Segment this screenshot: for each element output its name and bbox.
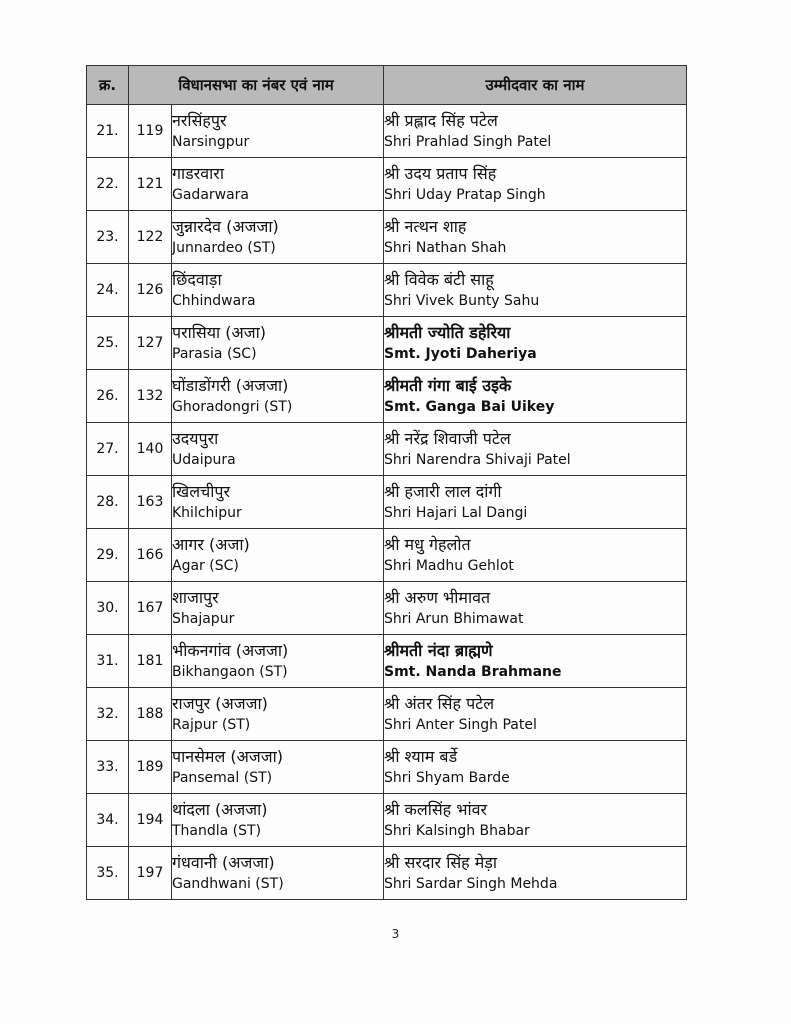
candidate-cell [384, 847, 687, 900]
header-candidate: उम्मीदवार का नाम [384, 66, 687, 105]
constituency-number: 197 [129, 847, 172, 900]
candidate-name-english: Shri Vivek Bunty Sahu [384, 293, 540, 309]
constituency-name-english: Chhindwara [172, 293, 256, 309]
serial-number: 34. [87, 794, 129, 847]
table-row [87, 476, 687, 529]
candidate-name-hindi: श्री उदय प्रताप सिंह [384, 164, 497, 183]
candidate-name-hindi: श्री श्याम बर्डे [384, 747, 458, 766]
constituency-name-english: Pansemal (ST) [172, 770, 273, 786]
constituency-cell [172, 423, 384, 476]
candidate-name-hindi: श्रीमती गंगा बाई उइके [384, 376, 512, 395]
serial-number: 24. [87, 264, 129, 317]
serial-number: 23. [87, 211, 129, 264]
candidate-name-english: Shri Nathan Shah [384, 240, 507, 256]
candidate-cell [384, 741, 687, 794]
table-row [87, 794, 687, 847]
constituency-number: 189 [129, 741, 172, 794]
constituency-name-english: Khilchipur [172, 505, 242, 521]
table-row [87, 635, 687, 688]
serial-number: 29. [87, 529, 129, 582]
constituency-cell [172, 476, 384, 529]
constituency-name-english: Thandla (ST) [172, 823, 262, 839]
constituency-name-english: Gadarwara [172, 187, 250, 203]
constituency-name-hindi: घोंडाडोंगरी (अजजा) [172, 376, 289, 395]
constituency-cell [172, 741, 384, 794]
constituency-name-english: Junnardeo (ST) [172, 240, 276, 256]
candidate-table [86, 65, 687, 900]
constituency-number: 194 [129, 794, 172, 847]
constituency-cell [172, 529, 384, 582]
serial-number: 33. [87, 741, 129, 794]
constituency-name-hindi: पानसेमल (अजजा) [172, 747, 284, 766]
candidate-name-english: Shri Sardar Singh Mehda [384, 876, 558, 892]
candidate-cell [384, 423, 687, 476]
candidate-name-hindi: श्रीमती ज्योति डहेरिया [384, 323, 511, 342]
candidate-cell [384, 688, 687, 741]
serial-number: 21. [87, 105, 129, 158]
candidate-name-hindi: श्री प्रह्लाद सिंह पटेल [384, 111, 498, 130]
table-body [87, 105, 687, 900]
serial-number: 25. [87, 317, 129, 370]
constituency-number: 119 [129, 105, 172, 158]
constituency-name-hindi: खिलचीपुर [172, 482, 231, 501]
candidate-cell [384, 211, 687, 264]
constituency-name-hindi: भीकनगांव (अजजा) [172, 641, 289, 660]
constituency-number: 127 [129, 317, 172, 370]
table-row [87, 264, 687, 317]
page-number: 3 [391, 927, 400, 941]
candidate-name-hindi: श्रीमती नंदा ब्राह्मणे [384, 641, 493, 660]
constituency-name-english: Agar (SC) [172, 558, 239, 574]
constituency-cell [172, 794, 384, 847]
constituency-name-hindi: राजपुर (अजजा) [172, 694, 268, 713]
constituency-name-hindi: थांदला (अजजा) [172, 800, 268, 819]
table-row [87, 158, 687, 211]
candidate-name-hindi: श्री अंतर सिंह पटेल [384, 694, 495, 713]
constituency-name-hindi: जुन्नारदेव (अजजा) [172, 217, 279, 236]
constituency-number: 126 [129, 264, 172, 317]
candidate-name-english: Smt. Jyoti Daheriya [384, 346, 537, 362]
table-row [87, 370, 687, 423]
constituency-name-hindi: छिंदवाड़ा [172, 270, 222, 289]
candidate-name-english: Shri Uday Pratap Singh [384, 187, 546, 203]
serial-number: 31. [87, 635, 129, 688]
serial-number: 30. [87, 582, 129, 635]
candidate-name-hindi: श्री हजारी लाल दांगी [384, 482, 502, 501]
constituency-cell [172, 105, 384, 158]
constituency-number: 167 [129, 582, 172, 635]
constituency-number: 122 [129, 211, 172, 264]
candidate-name-english: Shri Arun Bhimawat [384, 611, 524, 627]
candidate-cell [384, 370, 687, 423]
constituency-name-hindi: शाजापुर [172, 588, 219, 607]
candidate-cell [384, 264, 687, 317]
candidate-cell [384, 158, 687, 211]
constituency-cell [172, 317, 384, 370]
candidate-name-hindi: श्री विवेक बंटी साहू [384, 270, 494, 289]
candidate-cell [384, 635, 687, 688]
constituency-name-hindi: नरसिंहपुर [172, 111, 227, 130]
table-row [87, 688, 687, 741]
serial-number: 28. [87, 476, 129, 529]
candidate-name-hindi: श्री सरदार सिंह मेड़ा [384, 853, 498, 872]
candidate-cell [384, 794, 687, 847]
candidate-name-english: Shri Narendra Shivaji Patel [384, 452, 571, 468]
constituency-cell [172, 264, 384, 317]
constituency-name-hindi: उदयपुरा [172, 429, 219, 448]
candidate-cell [384, 529, 687, 582]
constituency-number: 188 [129, 688, 172, 741]
constituency-cell [172, 688, 384, 741]
constituency-cell [172, 158, 384, 211]
table-row [87, 211, 687, 264]
constituency-cell [172, 370, 384, 423]
candidate-name-english: Shri Anter Singh Patel [384, 717, 537, 733]
candidate-name-hindi: श्री नरेंद्र शिवाजी पटेल [384, 429, 511, 448]
serial-number: 22. [87, 158, 129, 211]
constituency-name-english: Narsingpur [172, 134, 250, 150]
candidate-cell [384, 317, 687, 370]
constituency-name-english: Rajpur (ST) [172, 717, 251, 733]
candidate-name-english: Shri Madhu Gehlot [384, 558, 514, 574]
constituency-name-english: Parasia (SC) [172, 346, 257, 362]
table-row [87, 423, 687, 476]
candidate-name-hindi: श्री मधु गेहलोत [384, 535, 471, 554]
serial-number: 35. [87, 847, 129, 900]
constituency-name-english: Shajapur [172, 611, 235, 627]
candidate-name-hindi: श्री कलसिंह भांवर [384, 800, 488, 819]
constituency-cell [172, 635, 384, 688]
serial-number: 32. [87, 688, 129, 741]
candidate-name-english: Shri Shyam Barde [384, 770, 510, 786]
header-serial: क्र. [87, 66, 129, 105]
candidate-cell [384, 582, 687, 635]
constituency-number: 140 [129, 423, 172, 476]
candidate-name-english: Shri Hajari Lal Dangi [384, 505, 528, 521]
table-row [87, 847, 687, 900]
constituency-name-english: Bikhangaon (ST) [172, 664, 288, 680]
serial-number: 26. [87, 370, 129, 423]
constituency-name-english: Ghoradongri (ST) [172, 399, 293, 415]
constituency-number: 181 [129, 635, 172, 688]
candidate-name-english: Shri Prahlad Singh Patel [384, 134, 552, 150]
constituency-name-hindi: गाडरवारा [172, 164, 224, 183]
candidate-name-english: Smt. Nanda Brahmane [384, 664, 562, 680]
constituency-name-hindi: आगर (अजा) [172, 535, 250, 554]
candidate-cell [384, 476, 687, 529]
serial-number: 27. [87, 423, 129, 476]
table-row [87, 741, 687, 794]
constituency-number: 166 [129, 529, 172, 582]
constituency-name-hindi: गंधवानी (अजजा) [172, 853, 275, 872]
table-row [87, 529, 687, 582]
constituency-number: 163 [129, 476, 172, 529]
candidate-cell [384, 105, 687, 158]
constituency-number: 121 [129, 158, 172, 211]
table-row [87, 317, 687, 370]
candidate-name-hindi: श्री अरुण भीमावत [384, 588, 491, 607]
candidate-name-hindi: श्री नत्थन शाह [384, 217, 467, 236]
constituency-number: 132 [129, 370, 172, 423]
constituency-cell [172, 847, 384, 900]
candidate-name-english: Shri Kalsingh Bhabar [384, 823, 530, 839]
constituency-cell [172, 211, 384, 264]
header-constituency: विधानसभा का नंबर एवं नाम [129, 66, 384, 105]
table-header-row [87, 66, 687, 105]
constituency-name-english: Gandhwani (ST) [172, 876, 284, 892]
constituency-cell [172, 582, 384, 635]
constituency-name-english: Udaipura [172, 452, 236, 468]
table-row [87, 105, 687, 158]
constituency-name-hindi: परासिया (अजा) [172, 323, 266, 342]
candidate-name-english: Smt. Ganga Bai Uikey [384, 399, 555, 415]
table-row [87, 582, 687, 635]
